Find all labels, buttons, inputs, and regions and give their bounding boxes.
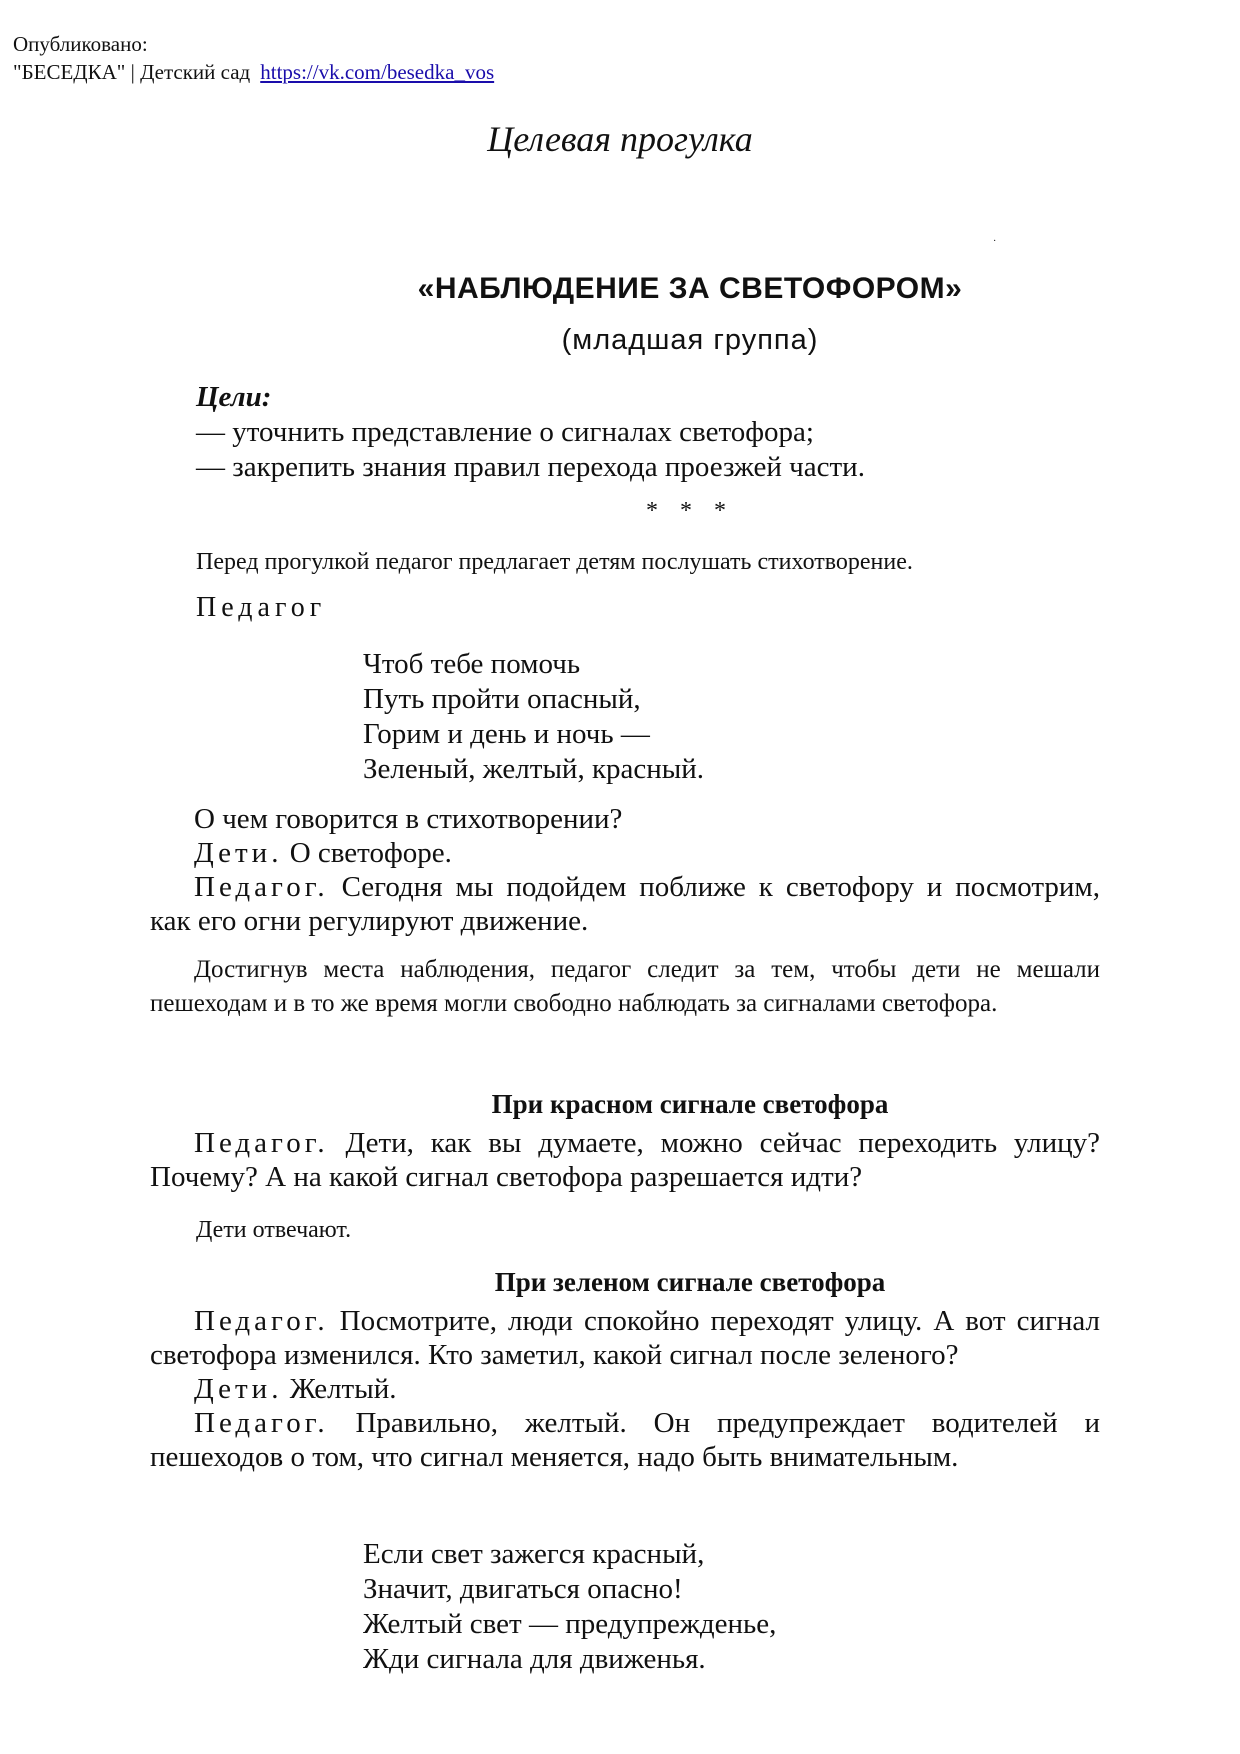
- poem-line: Желтый свет — предупрежденье,: [363, 1608, 777, 1640]
- dialog-text: Дети, как вы думаете, можно сейчас переходить улицу? Почему? А на какой сигнал светофора разрешается идти?: [150, 1127, 1100, 1193]
- publication-header: [13, 30, 494, 86]
- dialog-line: [150, 1372, 1100, 1406]
- dialog-line: [150, 836, 1100, 870]
- dialog-text: Желтый.: [282, 1373, 397, 1405]
- goals-block: [196, 380, 865, 485]
- intro-text: Перед прогулкой педагог предлагает детям послушать стихотворение.: [196, 549, 913, 575]
- dialog-first: [150, 802, 1100, 938]
- dialog-red: [150, 1126, 1100, 1194]
- published-label: Опубликовано:: [13, 32, 148, 56]
- dialog-line: [150, 1406, 1100, 1474]
- lesson-heading: «НАБЛЮДЕНИЕ ЗА СВЕТОФОРОМ»: [417, 272, 963, 305]
- poem-line: Чтоб тебе помочь: [363, 648, 581, 680]
- speaker-label: Педагог.: [194, 1127, 329, 1159]
- speaker-label: Педагог.: [194, 1305, 329, 1337]
- poem-line: Значит, двигаться опасно!: [363, 1573, 683, 1605]
- dialog-text: Правильно, желтый. Он предупреждает водителей и пешеходов о том, что сигнал меняется, надо быть внимательным.: [150, 1407, 1100, 1473]
- source-name: "БЕСЕДКА" | Детский сад: [13, 60, 251, 84]
- children-answer-note: Дети отвечают.: [196, 1217, 352, 1243]
- dialog-text: Сегодня мы подойдем поближе к светофору и посмотрим, как его огни регулируют движение.: [150, 871, 1100, 937]
- narration-first: [150, 953, 1100, 1021]
- goal-item: — закрепить знания правил перехода проезжей части.: [196, 451, 865, 483]
- dialog-line: [150, 1126, 1100, 1194]
- poem-line: Зеленый, желтый, красный.: [363, 753, 705, 785]
- poem-line: Если свет зажегся красный,: [363, 1538, 705, 1570]
- separator: * * *: [646, 498, 734, 524]
- goal-item: — уточнить представление о сигналах светофора;: [196, 416, 814, 448]
- scan-speck: ·: [993, 236, 997, 247]
- speaker-label: Педагог.: [194, 1407, 329, 1439]
- section-green-title: При зеленом сигнале светофора: [494, 1267, 886, 1297]
- goals-label: Цели:: [196, 381, 272, 413]
- source-link[interactable]: https://vk.com/besedka_vos: [260, 60, 495, 84]
- speaker-label: Педагог: [196, 592, 327, 623]
- poem-line: Горим и день и ночь —: [363, 718, 650, 750]
- section-red-title: При красном сигнале светофора: [491, 1089, 889, 1119]
- poem-second: [363, 1537, 776, 1677]
- dialog-line: [150, 870, 1100, 938]
- speaker-label: Дети.: [194, 1373, 283, 1405]
- dialog-question: О чем говорится в стихотворении?: [194, 803, 623, 835]
- publication-source: [13, 58, 494, 86]
- dialog-text: О светофоре.: [282, 837, 452, 869]
- poem-line: Путь пройти опасный,: [363, 683, 641, 715]
- lesson-subheading: (младшая группа): [561, 324, 819, 356]
- dialog-green: [150, 1304, 1100, 1474]
- poem-line: Жди сигнала для движенья.: [363, 1643, 706, 1675]
- narration-text: Достигнув места наблюдения, педагог следит за тем, чтобы дети не мешали пешеходам и в то же время могли свободно наблюдать за сигналами светофора.: [150, 956, 1100, 1017]
- document-title: Целевая прогулка: [487, 119, 753, 159]
- dialog-text: Посмотрите, люди спокойно переходят улицу. А вот сигнал светофора изменился. Кто заметил, какой сигнал после зеленого?: [150, 1305, 1100, 1371]
- poem-first: [363, 647, 704, 787]
- speaker-label: Педагог.: [194, 871, 329, 903]
- dialog-line: [150, 1304, 1100, 1372]
- speaker-label: Дети.: [194, 837, 283, 869]
